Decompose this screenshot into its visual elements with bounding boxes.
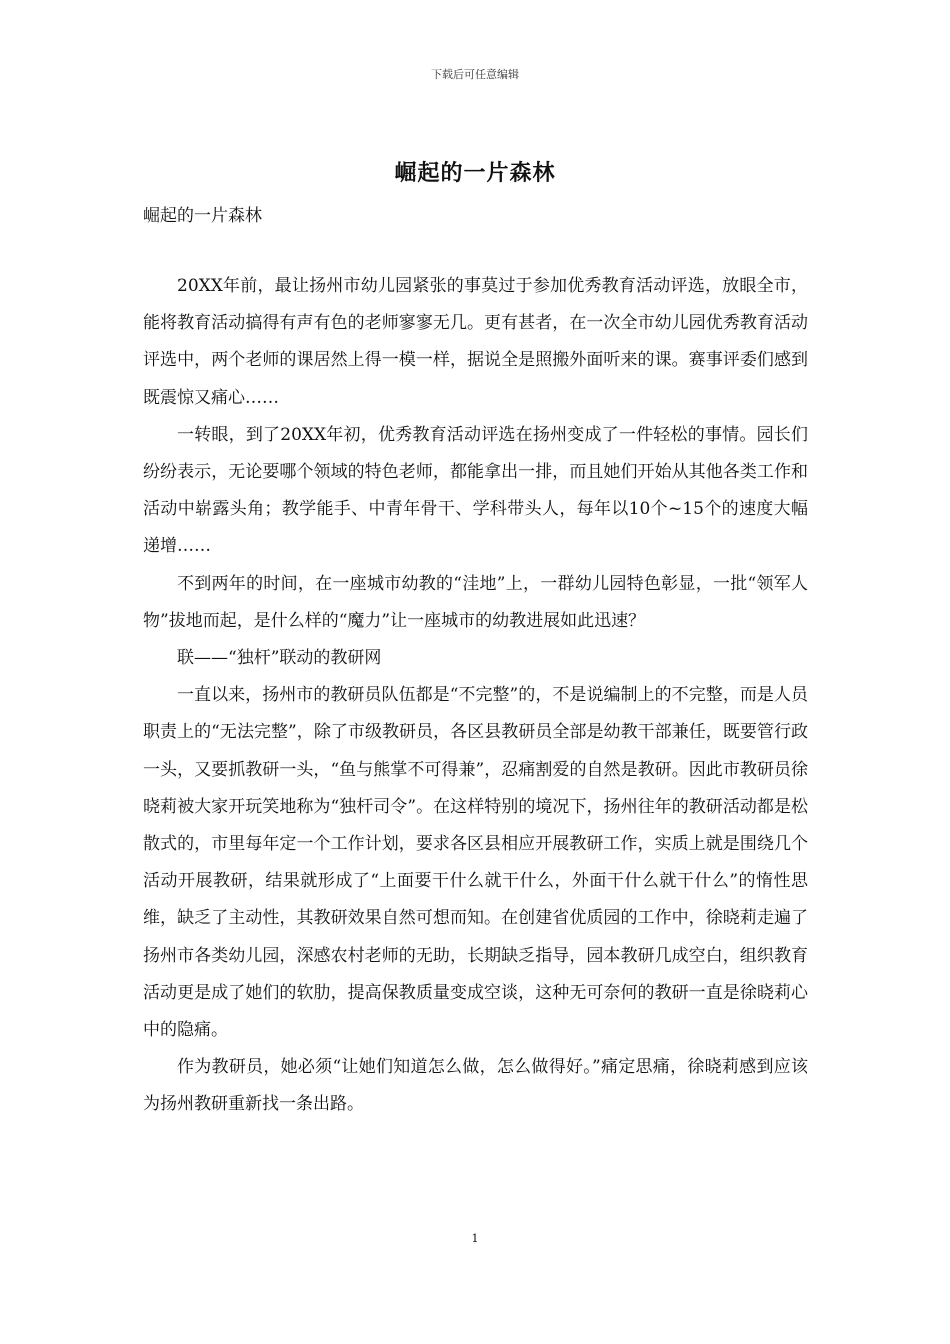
section-heading: 联——“独杆”联动的教研网 [177, 648, 382, 669]
paragraph: 一转眼，到了20XX年初，优秀教育活动评选在扬州变成了一件轻松的事情。园长们纷纷表示，无论要哪个领域的特色老师，都能拿出一排，而且她们开始从其他各类工作和活动中崭露头角；教学能手、中青年骨干、学科带头人，每年以10个~15个的速度大幅递增…… [143, 424, 808, 557]
paragraph: 一直以来，扬州市的教研员队伍都是“不完整”的，不是说编制上的不完整，而是人员职责上的“无法完整”，除了市级教研员，各区县教研员全部是幼教干部兼任，既要管行政一头，又要抓教研一头，“鱼与熊掌不可得兼”，忍痛割爱的自然是教研。因此市教研员徐晓莉被大家开玩笑地称为“独杆司令”。在这样特别的境况下，扬州往年的教研活动都是松散式的，市里每年定一个工作计划，要求各区县相应开展教研工作，实质上就是围绕几个活动开展教研，结果就形成了“上面要干什么就干什么，外面干什么就干什么”的惰性思维，缺乏了主动性，其教研效果自然可想而知。在创建省优质园的工作中，徐晓莉走遍了扬州市各类幼儿园，深感农村老师的无助，长期缺乏指导，园本教研几成空白，组织教育活动更是成了她们的软肋，提高保教质量变成空谈，这种无可奈何的教研一直是徐晓莉心中的隐痛。 [143, 685, 808, 1041]
document-title: 崛起的一片森林 [394, 160, 556, 186]
page-number: 1 [471, 1232, 479, 1245]
paragraph: 作为教研员，她必须“让她们知道怎么做，怎么做得好。”痛定思痛，徐晓莉感到应该为扬州教研重新找一条出路。 [143, 1057, 808, 1115]
document-body [143, 268, 808, 1124]
document-subtitle: 崛起的一片森林 [143, 206, 262, 226]
paragraph: 不到两年的时间，在一座城市幼教的“洼地”上，一群幼儿园特色彰显，一批“领军人物”拔地而起，是什么样的“魔力”让一座城市的幼教进展如此迅速？ [143, 573, 808, 631]
header-note: 下载后可任意编辑 [431, 68, 519, 81]
paragraph: 20XX年前，最让扬州市幼儿园紧张的事莫过于参加优秀教育活动评选，放眼全市，能将教育活动搞得有声有色的老师寥寥无几。更有甚者，在一次全市幼儿园优秀教育活动评选中，两个老师的课居然上得一模一样，据说全是照搬外面听来的课。赛事评委们感到既震惊又痛心…… [143, 276, 808, 408]
